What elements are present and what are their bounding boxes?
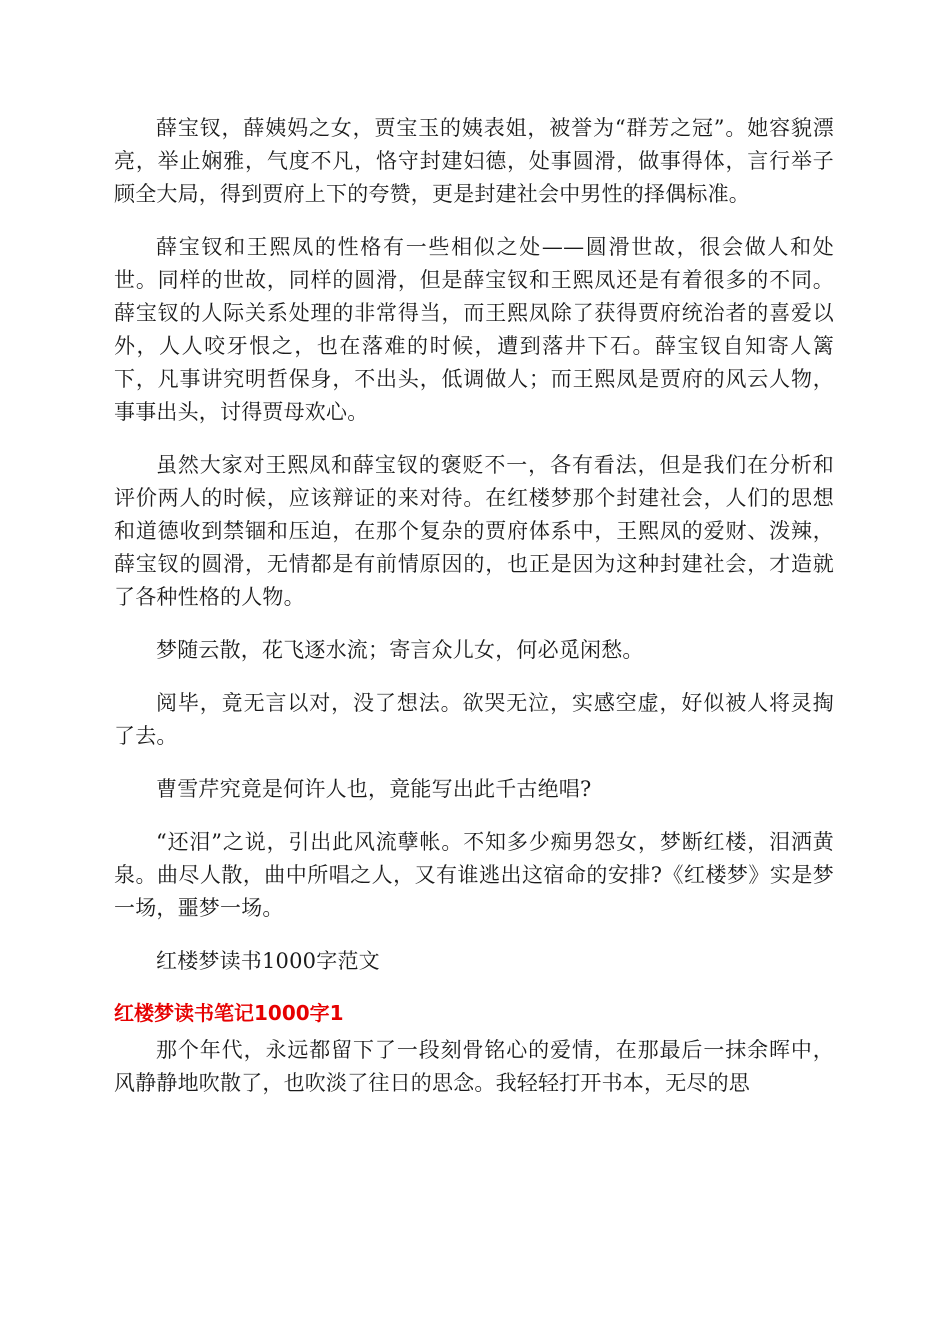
document-page <box>114 112 834 1120</box>
paragraph-5: 阅毕，竟无言以对，没了想法。欲哭无泣，实感空虚，好似被人将灵掏了去。 <box>114 691 834 748</box>
paragraph-6: 曹雪芹究竟是何许人也，竟能写出此千古绝唱? <box>156 777 592 801</box>
paragraph-7: “还泪”之说，引出此风流孽帐。不知多少痴男怨女，梦断红楼，泪洒黄泉。曲尽人散，曲中所唱之人，又有谁逃出这宿命的安排?《红楼梦》实是梦一场，噩梦一场。 <box>114 830 834 920</box>
paragraph-4: 梦随云散，花飞逐水流；寄言众儿女，何必觅闲愁。 <box>156 638 644 662</box>
paragraph-1: 薛宝钗，薛姨妈之女，贾宝玉的姨表姐，被誉为“群芳之冠”。她容貌漂亮，举止娴雅，气度不凡，恪守封建妇德，处事圆滑，做事得体，言行举子顾全大局，得到贾府上下的夸赞，更是封建社会中男性的择偶标准。 <box>114 116 834 206</box>
paragraph-2: 薛宝钗和王熙凤的性格有一些相似之处——圆滑世故，很会做人和处世。同样的世故，同样的圆滑，但是薛宝钗和王熙凤还是有着很多的不同。薛宝钗的人际关系处理的非常得当，而王熙凤除了获得贾府统治者的喜爱以外，人人咬牙恨之，也在落难的时候，遭到落井下石。薛宝钗自知寄人篱下，凡事讲究明哲保身，不出头，低调做人；而王熙凤是贾府的风云人物，事事出头，讨得贾母欢心。 <box>114 235 834 424</box>
paragraph-9: 那个年代，永远都留下了一段刻骨铭心的爱情，在那最后一抹余晖中，风静静地吹散了，也吹淡了往日的思念。我轻轻打开书本，无尽的思 <box>114 1038 834 1095</box>
paragraph-8: 红楼梦读书1000字范文 <box>156 949 380 973</box>
paragraph-3: 虽然大家对王熙凤和薛宝钗的褒贬不一，各有看法，但是我们在分析和评价两人的时候，应该辩证的来对待。在红楼梦那个封建社会，人们的思想和道德收到禁锢和压迫，在那个复杂的贾府体系中，王熙凤的爱财、泼辣，薛宝钗的圆滑，无情都是有前情原因的，也正是因为这种封建社会，才造就了各种性格的人物。 <box>114 453 834 609</box>
section-heading: 红楼梦读书笔记1000字1 <box>114 1001 344 1025</box>
